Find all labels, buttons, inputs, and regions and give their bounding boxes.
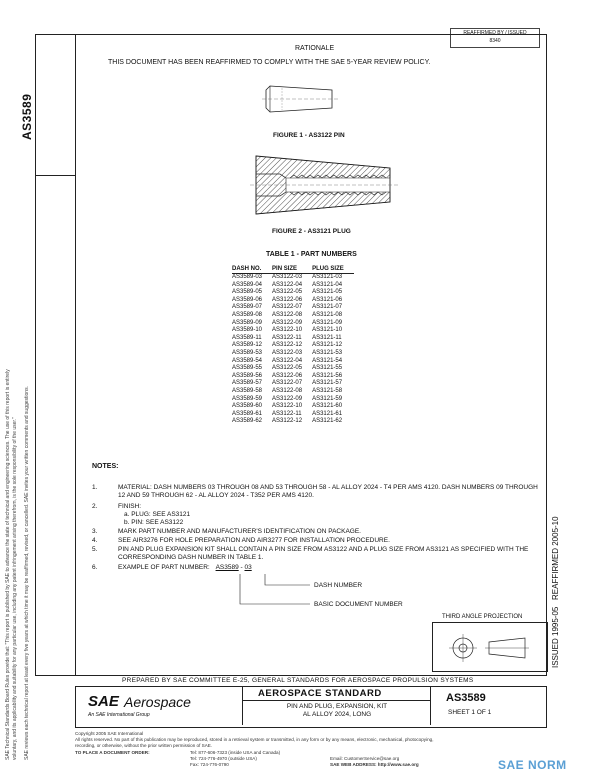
pin-size-cell: AS3122-10 <box>272 327 303 334</box>
note-2b: b. PIN: SEE AS3122 <box>124 519 184 526</box>
dash-no-cell: AS3589-59 <box>232 395 263 402</box>
note-4-number: 4. <box>92 537 98 544</box>
plug-size-cell: AS3121-07 <box>312 304 343 311</box>
table-row <box>232 289 354 297</box>
table-row <box>232 297 354 305</box>
plug-size-cell: AS3121-09 <box>312 319 343 326</box>
doc-number: AS3589 <box>446 692 486 704</box>
dash-no-cell: AS3589-56 <box>232 372 263 379</box>
pin-size-cell: AS3122-06 <box>272 296 303 303</box>
note-1-text: MATERIAL: DASH NUMBERS 03 THROUGH 08 AND 53 THROUGH 58 - AL ALLOY 2024 - T4 PER AMS 4120. DASH NUMBERS 09 THROUGH 12 AND 59 THROUGH 62 - AL ALLOY 2024 - T352 PER AMS 4120. <box>118 484 538 499</box>
title-divider <box>242 700 430 701</box>
dash-no-cell: AS3589-57 <box>232 380 263 387</box>
reaffirm-stamp-line1: REAFFIRMED BY / ISSUED <box>463 30 527 36</box>
note-2-text: FINISH: <box>118 503 142 510</box>
legal-text-line1: SAE Technical Standards Board Rules provide that: "This report is published by SAE to advance the state of technical and engineering sciences. The use of this report is entirely <box>5 369 11 760</box>
note-2-number: 2. <box>92 503 98 510</box>
pin-size-cell: AS3122-10 <box>272 403 303 410</box>
footer-tel2: Tel: 724-776-4970 (outside USA) <box>190 756 257 761</box>
pin-size-cell: AS3122-05 <box>272 289 303 296</box>
table-row <box>232 411 354 419</box>
table-row <box>232 327 354 335</box>
side-doc-id: AS3589 <box>20 93 34 140</box>
dash-no-cell: AS3589-10 <box>232 327 263 334</box>
plug-size-cell: AS3121-57 <box>312 380 343 387</box>
note-5-number: 5. <box>92 546 98 553</box>
sheet-number: SHEET 1 OF 1 <box>448 709 492 716</box>
pin-size-cell: AS3122-12 <box>272 418 303 425</box>
table-row <box>232 418 354 426</box>
callout-basic-doc: BASIC DOCUMENT NUMBER <box>314 601 403 608</box>
table-row <box>232 274 354 282</box>
reaffirm-stamp-line2: 8340 <box>489 38 501 44</box>
table-row <box>232 396 354 404</box>
footer-order-label: TO PLACE A DOCUMENT ORDER: <box>75 750 150 755</box>
plug-size-cell: AS3121-54 <box>312 357 343 364</box>
dash-no-cell: AS3589-09 <box>232 319 263 326</box>
note-5-text: PIN AND PLUG EXPANSION KIT SHALL CONTAIN A PIN SIZE FROM AS3122 AND A PLUG SIZE FROM AS3121 AS SPECIFIED WITH THE CORRESPONDING DASH NUMBER IN TABLE 1. <box>118 546 529 561</box>
note-6-label: EXAMPLE OF PART NUMBER: <box>118 564 210 571</box>
table-row <box>232 350 354 358</box>
note-1 <box>92 484 542 504</box>
pin-size-cell: AS3122-07 <box>272 304 303 311</box>
left-margin-strip <box>35 34 76 676</box>
pin-size-cell: AS3122-05 <box>272 365 303 372</box>
dash-no-cell: AS3589-04 <box>232 281 263 288</box>
part-title-line1: PIN AND PLUG, EXPANSION, KIT <box>286 703 388 710</box>
logo-sae-text: SAE <box>88 693 119 710</box>
rationale-text: THIS DOCUMENT HAS BEEN REAFFIRMED TO COMPLY WITH THE SAE 5-YEAR REVIEW POLICY. <box>108 59 431 66</box>
dash-no-cell: AS3589-60 <box>232 403 263 410</box>
pin-size-cell: AS3122-09 <box>272 395 303 402</box>
callout-dash-number: DASH NUMBER <box>314 582 363 589</box>
footer-fax: Fax: 724-776-0790 <box>190 762 229 767</box>
dash-no-cell: AS3589-55 <box>232 365 263 372</box>
table-row <box>232 304 354 312</box>
plug-size-cell: AS3121-53 <box>312 349 343 356</box>
plug-size-cell: AS3121-61 <box>312 410 343 417</box>
note-6-text <box>118 564 318 572</box>
pin-size-cell: AS3122-03 <box>272 349 303 356</box>
part-title-line2: AL ALLOY 2024, LONG <box>302 711 372 718</box>
footer-email: Email: CustomerService@sae.org <box>330 756 400 761</box>
part-title <box>282 703 392 719</box>
legal-text-line3: SAE reviews each technical report at least every five years at which time it may be reaffirmed, revised, or cancelled. SAE invites your written comments and suggestions. <box>24 386 30 760</box>
footer-copyright: Copyright 2005 SAE International <box>75 731 144 736</box>
table-title: TABLE 1 - PART NUMBERS <box>266 251 357 258</box>
note-5 <box>92 546 542 564</box>
dash-no-cell: AS3589-05 <box>232 289 263 296</box>
dash-no-cell: AS3589-62 <box>232 418 263 425</box>
note-1-number: 1. <box>92 484 98 491</box>
legal-text-line2: voluntary, and its applicability and suitability for any particular use, including any patent infringement arising therefrom, is the sole responsibility of the user." <box>12 417 18 760</box>
plug-size-cell: AS3121-08 <box>312 311 343 318</box>
dash-no-cell: AS3589-07 <box>232 304 263 311</box>
plug-size-cell: AS3121-56 <box>312 372 343 379</box>
figure1-caption: FIGURE 1 - AS3122 PIN <box>273 132 345 139</box>
dash-no-cell: AS3589-54 <box>232 357 263 364</box>
plug-size-cell: AS3121-59 <box>312 395 343 402</box>
footer-rights2: recording, or otherwise, without the prior written permission of SAE. <box>75 743 213 748</box>
dash-no-cell: AS3589-06 <box>232 296 263 303</box>
pin-size-cell: AS3122-03 <box>272 274 303 280</box>
pin-size-cell: AS3122-06 <box>272 372 303 379</box>
plug-size-cell: AS3121-60 <box>312 403 343 410</box>
header-pin-size: PIN SIZE <box>272 266 312 274</box>
standard-label: AEROSPACE STANDARD <box>258 688 382 699</box>
notes-title: NOTES: <box>92 463 119 470</box>
pin-size-cell: AS3122-07 <box>272 380 303 387</box>
example-base: AS3589 <box>215 564 239 571</box>
plug-size-cell: AS3121-10 <box>312 327 343 334</box>
table-row <box>232 388 354 396</box>
issued-date: ISSUED 1995-05 <box>551 606 560 668</box>
reaffirmed-date: REAFFIRMED 2005-10 <box>551 516 560 600</box>
table-row <box>232 312 354 320</box>
pin-drawing <box>262 82 342 116</box>
pin-size-cell: AS3122-04 <box>272 281 303 288</box>
prepared-by: PREPARED BY SAE COMMITTEE E-25, GENERAL STANDARDS FOR AEROSPACE PROPULSION SYSTEMS <box>122 677 474 684</box>
footer-web: SAE WEB ADDRESS: http://www.sae.org <box>330 762 419 767</box>
header-plug-size: PLUG SIZE <box>312 266 354 274</box>
table-row <box>232 342 354 350</box>
table-header-row <box>232 266 354 274</box>
plug-size-cell: AS3121-11 <box>312 334 342 341</box>
dash-no-cell: AS3589-53 <box>232 349 263 356</box>
logo-subtitle: An SAE International Group <box>88 712 150 718</box>
table-row <box>232 335 354 343</box>
pin-size-cell: AS3122-08 <box>272 387 303 394</box>
pin-size-cell: AS3122-11 <box>272 334 302 341</box>
plug-size-cell: AS3121-05 <box>312 289 343 296</box>
plug-drawing <box>250 150 400 220</box>
dash-no-cell: AS3589-03 <box>232 274 263 280</box>
dash-no-cell: AS3589-12 <box>232 342 263 349</box>
plug-size-cell: AS3121-03 <box>312 274 343 280</box>
pin-size-cell: AS3122-08 <box>272 311 303 318</box>
footer-tel1: Tel: 877-606-7323 (inside USA and Canada) <box>190 750 281 755</box>
plug-size-cell: AS3121-55 <box>312 365 343 372</box>
pin-size-cell: AS3122-11 <box>272 410 302 417</box>
watermark-logo: SAE NORM <box>498 758 567 772</box>
plug-size-cell: AS3121-62 <box>312 418 343 425</box>
table-row <box>232 380 354 388</box>
note-3-text: MARK PART NUMBER AND MANUFACTURER'S IDENTIFICATION ON PACKAGE. <box>118 528 361 535</box>
note-2a: a. PLUG: SEE AS3121 <box>124 511 191 518</box>
header-dash-no: DASH NO. <box>232 266 272 274</box>
side-divider <box>35 175 75 176</box>
logo-aerospace-text: Aerospace <box>124 694 191 710</box>
table-row <box>232 365 354 373</box>
part-numbers-table <box>232 266 354 426</box>
dash-no-cell: AS3589-08 <box>232 311 263 318</box>
table-row <box>232 358 354 366</box>
pin-size-cell: AS3122-09 <box>272 319 303 326</box>
figure2-caption: FIGURE 2 - AS3121 PLUG <box>272 228 351 235</box>
table-row <box>232 320 354 328</box>
table-body <box>232 274 354 426</box>
third-angle-symbol <box>445 632 540 664</box>
dash-no-cell: AS3589-11 <box>232 334 262 341</box>
note-3-number: 3. <box>92 528 98 535</box>
example-separator: - <box>238 564 245 571</box>
rationale-title: RATIONALE <box>295 45 335 52</box>
plug-size-cell: AS3121-12 <box>312 342 343 349</box>
note-6-number: 6. <box>92 564 98 571</box>
table-row <box>232 282 354 290</box>
table-row <box>232 373 354 381</box>
plug-size-cell: AS3121-58 <box>312 387 343 394</box>
example-dash: 03 <box>244 564 252 571</box>
footer-rights: All rights reserved. No part of this publication may be reproduced, stored in a retrieval system or transmitted, in any form or by any means, electronic, mechanical, photocopying, <box>75 737 434 742</box>
table-row <box>232 403 354 411</box>
plug-size-cell: AS3121-06 <box>312 296 343 303</box>
dash-no-cell: AS3589-61 <box>232 410 263 417</box>
plug-size-cell: AS3121-04 <box>312 281 343 288</box>
dash-no-cell: AS3589-58 <box>232 387 263 394</box>
pin-size-cell: AS3122-12 <box>272 342 303 349</box>
pin-size-cell: AS3122-04 <box>272 357 303 364</box>
projection-title: THIRD ANGLE PROJECTION <box>442 614 523 620</box>
note-4-text: SEE AIR3276 FOR HOLE PREPARATION AND AIR3277 FOR INSTALLATION PROCEDURE. <box>118 537 390 544</box>
